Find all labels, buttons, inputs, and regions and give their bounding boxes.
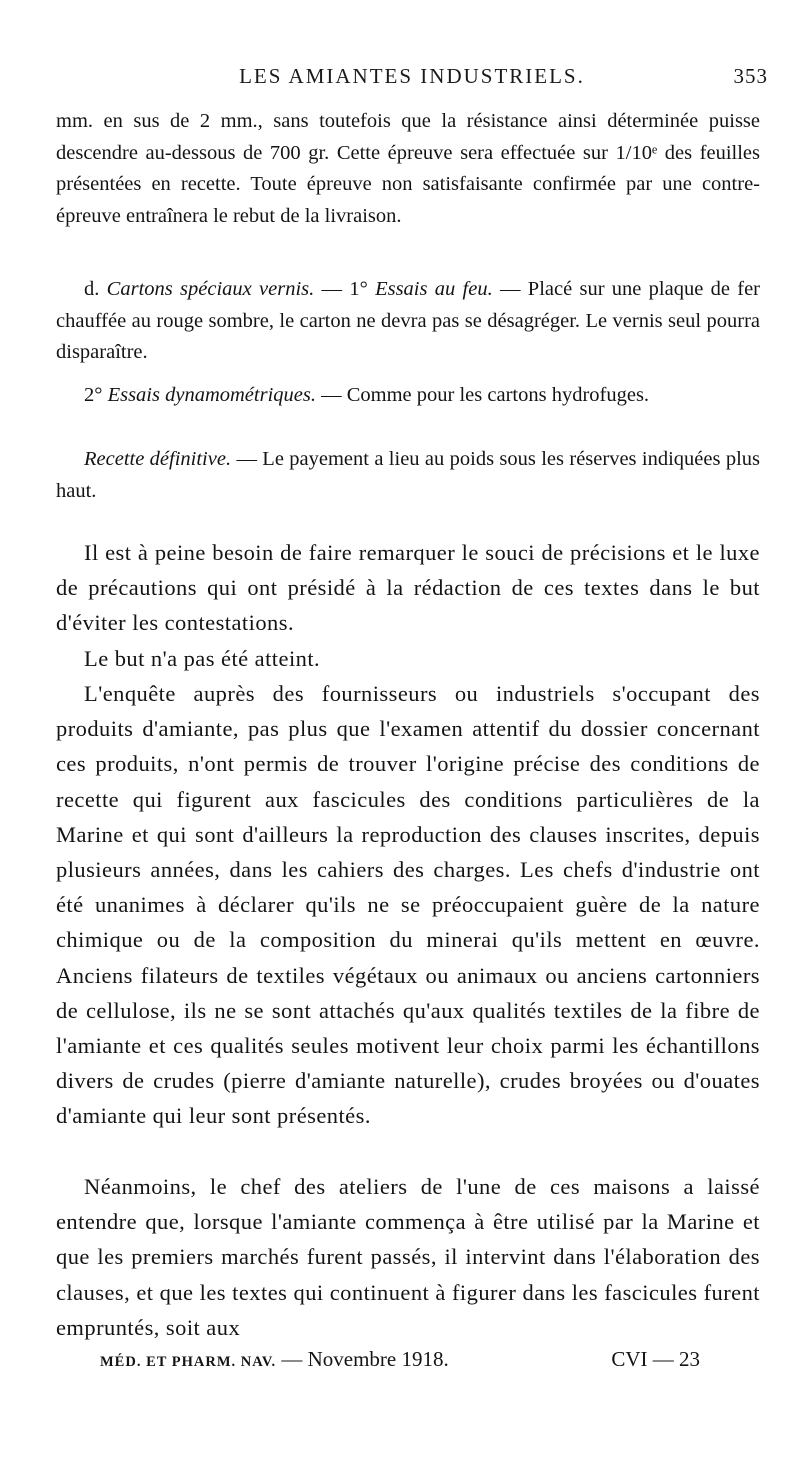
paragraph-essais-dynamometriques: [56, 380, 760, 412]
paragraph-text: — Comme pour les cartons hydrofuges.: [315, 384, 650, 406]
page-footer: [100, 1345, 700, 1375]
running-title: LES AMIANTES INDUSTRIELS.: [239, 64, 585, 88]
paragraph-prefix: d.: [84, 278, 107, 300]
paragraph-separator: — 1°: [314, 278, 376, 300]
paragraph-text: — Le payement a lieu au poids sous les réserves indiquées plus haut.: [56, 448, 760, 502]
section-title-recette-definitive: Recette définitive.: [84, 448, 232, 470]
paragraph-body: [56, 676, 760, 1134]
paragraph-cartons-vernis: [56, 274, 760, 369]
paragraph-text: L'enquête auprès des fournisseurs ou industriels s'occupant des produits d'amiante, pas plus que l'examen attentif du dossier concernant ces produits, n'ont permis de trouver l'origine précise des conditions de recette qui figurent aux fascicules des conditions particulières de la Marine et qui sont d'ailleurs la reproduction des clauses inscrites, depuis plusieurs années, dans les cahiers des charges. Les chefs d'industrie ont été unanimes à déclarer qu'ils ne se préoccupaient guère de la nature chimique ou de la composition du minerai qu'ils mettent en œuvre. Anciens filateurs de textiles végétaux ou animaux ou anciens cartonniers de cellulose, ils ne se sont attachés qu'aux qualités textiles de la fibre de l'amiante et ces qualités seules motivent leur choix parmi les échantillons divers de crudes (pierre d'amiante naturelle), crudes broyées ou d'ouates d'amiante qui leur sont présentés.: [56, 681, 760, 1129]
footer-date: — Novembre 1918.: [281, 1347, 449, 1371]
paragraph-recette-definitive: [56, 444, 760, 507]
running-header: [56, 64, 768, 94]
page-number: 353: [733, 64, 768, 88]
paragraph-text: Il est à peine besoin de faire remarquer le souci de précisions et le luxe de précautions qui ont présidé à la rédaction de ces textes dans le but d'éviter les contestations.: [56, 540, 760, 636]
paragraph-text: Le but n'a pas été atteint.: [84, 646, 321, 671]
paragraph-body: [56, 641, 760, 676]
section-title-cartons-vernis: Cartons spéciaux vernis.: [106, 278, 315, 300]
section-title-essais-feu: Essais au feu.: [375, 278, 493, 300]
paragraph-body: [56, 535, 760, 641]
paragraph-text: — Placé sur une plaque de fer chauffée au rouge sombre, le carton ne devra pas se désagréger. Le vernis seul pourra disparaître.: [56, 278, 761, 363]
footer-signature: CVI — 23: [611, 1347, 700, 1371]
paragraph-text: mm. en sus de 2 mm., sans toutefois que la résistance ainsi déterminée puisse descendre au-dessous de 700 gr. Cette épreuve sera effectuée sur 1/10ᵉ des feuilles présentées en recette. Toute épreuve non satisfaisante confirmée par une contre-épreuve entraînera le rebut de la livraison.: [56, 110, 760, 227]
paragraph-prefix: 2°: [84, 384, 108, 406]
footer-journal-name: MÉD. ET PHARM. NAV.: [100, 1354, 277, 1370]
paragraph-body: [56, 1169, 760, 1345]
footer-journal: [100, 1347, 449, 1372]
section-title-essais-dynamometriques: Essais dynamométriques.: [107, 384, 316, 406]
paragraph-text: Néanmoins, le chef des ateliers de l'une de ces maisons a laissé entendre que, lorsque l'amiante commença à être utilisé par la Marine et que les premiers marchés furent passés, il intervint dans l'élaboration des clauses, et que les textes qui continuent à figurer dans les fascicules furent empruntés, soit aux: [56, 1174, 760, 1340]
paragraph-continuation: [56, 106, 760, 232]
